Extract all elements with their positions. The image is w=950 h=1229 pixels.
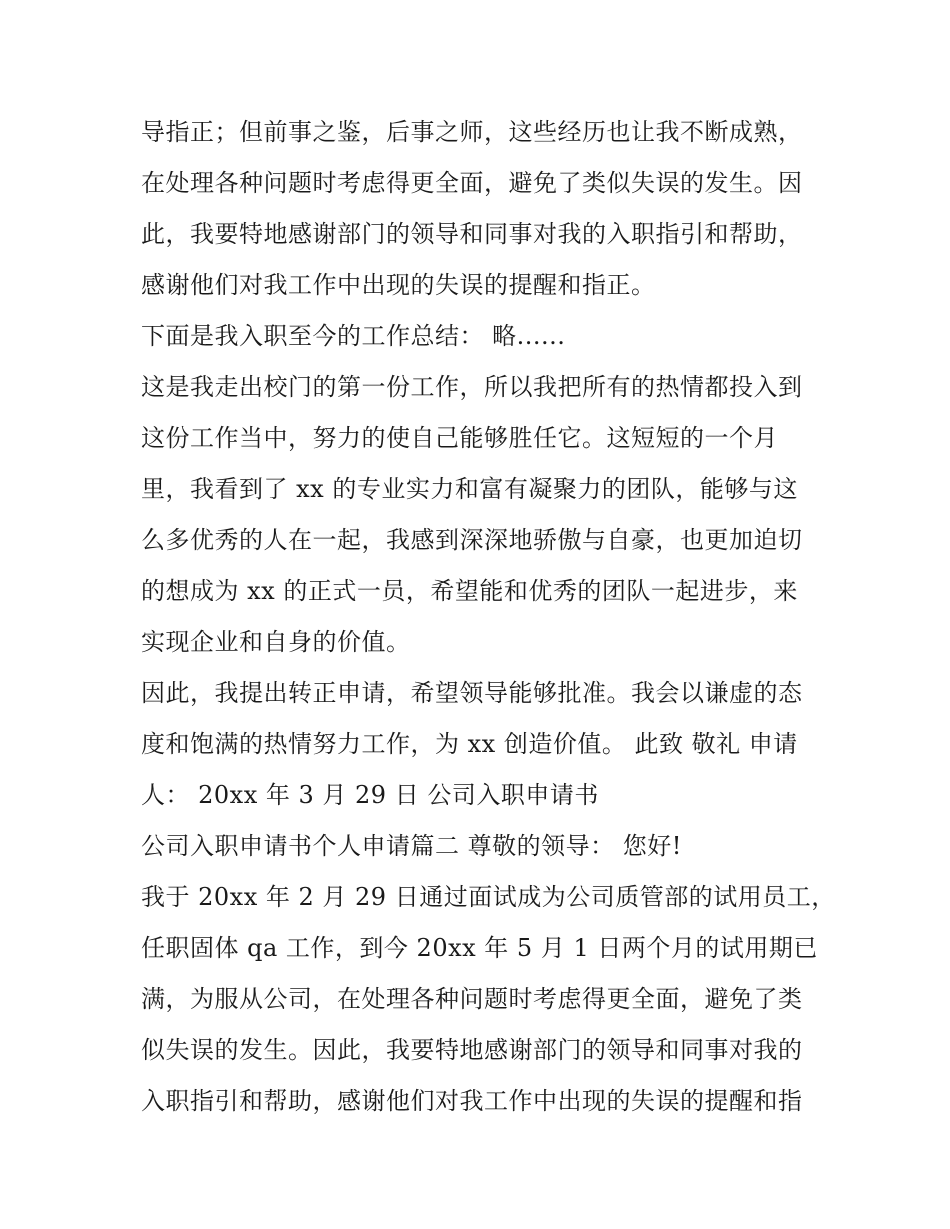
text-line: 这是我走出校门的第一份工作，所以我把所有的热情都投入到 — [141, 373, 803, 401]
text-line: 么多优秀的人在一起，我感到深深地骄傲与自豪，也更加迫切 — [141, 526, 803, 554]
text-line: 在处理各种问题时考虑得更全面，避免了类似失误的发生。因 — [141, 169, 803, 197]
text-line: 我于 20xx 年 2 月 29 日通过面试成为公司质管部的试用员工， — [141, 883, 836, 911]
text-line: 实现企业和自身的价值。 — [141, 628, 411, 656]
text-line: 此，我要特地感谢部门的领导和同事对我的入职指引和帮助， — [141, 220, 803, 248]
text-line: 任职固体 qa 工作，到今 20xx 年 5 月 1 日两个月的试用期已 — [141, 934, 818, 962]
text-line: 这份工作当中，努力的使自己能够胜任它。这短短的一个月 — [141, 424, 778, 452]
text-line: 度和饱满的热情努力工作，为 xx 创造价值。 此致 敬礼 申请 — [141, 730, 798, 758]
text-line: 人： 20xx 年 3 月 29 日 公司入职申请书 — [141, 781, 599, 809]
text-line: 似失误的发生。因此，我要特地感谢部门的领导和同事对我的 — [141, 1036, 803, 1064]
text-line: 里，我看到了 xx 的专业实力和富有凝聚力的团队，能够与这 — [141, 475, 798, 503]
text-line: 的想成为 xx 的正式一员，希望能和优秀的团队一起进步，来 — [141, 577, 798, 605]
text-line: 入职指引和帮助，感谢他们对我工作中出现的失误的提醒和指 — [141, 1087, 803, 1115]
text-line: 感谢他们对我工作中出现的失误的提醒和指正。 — [141, 271, 656, 299]
text-line: 公司入职申请书个人申请篇二 尊敬的领导： 您好! — [141, 832, 682, 860]
text-line: 因此，我提出转正申请，希望领导能够批准。我会以谦虚的态 — [141, 679, 803, 707]
text-line: 导指正；但前事之鉴，后事之师，这些经历也让我不断成熟， — [141, 118, 803, 146]
document-body — [141, 107, 836, 1127]
text-line: 下面是我入职至今的工作总结： 略...... — [141, 322, 566, 350]
text-line: 满，为服从公司，在处理各种问题时考虑得更全面，避免了类 — [141, 985, 803, 1013]
